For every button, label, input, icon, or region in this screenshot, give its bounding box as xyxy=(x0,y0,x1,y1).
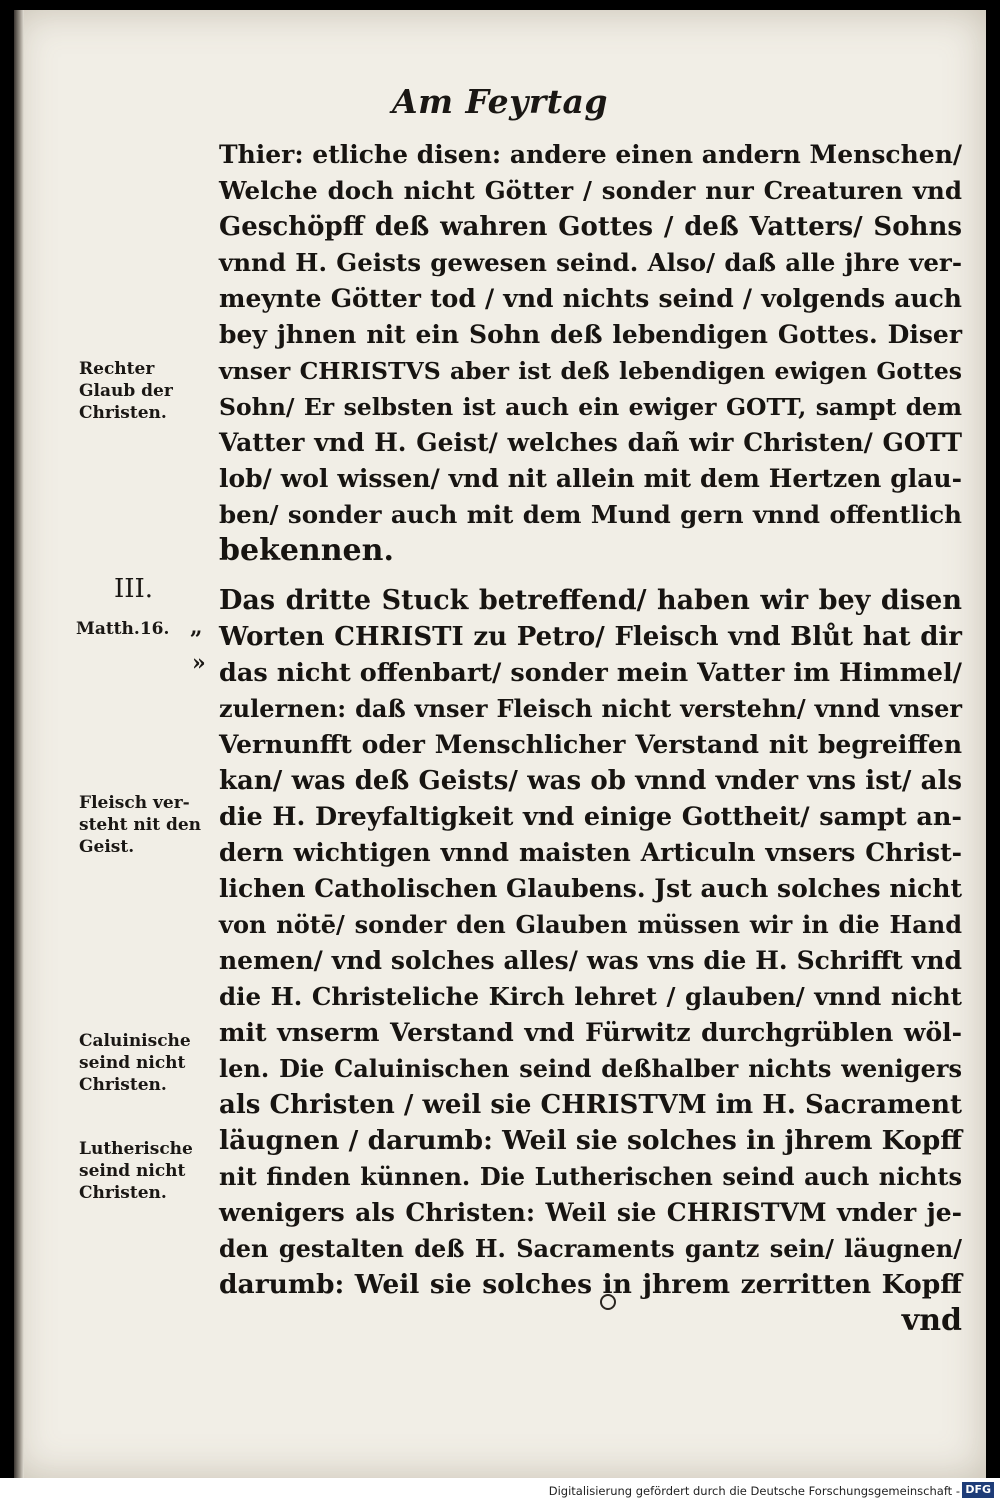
text-line: len. Die Caluinischen seind deßhalber nichts wenigers xyxy=(219,1054,962,1083)
text-line: bekennen. xyxy=(219,533,394,568)
text-line: Das dritte Stuck betreffend/ haben wir bey disen xyxy=(219,585,962,616)
text-line: Vatter vnd H. Geist/ welches dañ wir Christen/ GOTT xyxy=(219,428,962,457)
funding-credit: Digitalisierung gefördert durch die Deutsche Forschungsgemeinschaft - xyxy=(548,1484,960,1498)
text-line: das nicht offenbart/ sonder mein Vatter im Himmel/ xyxy=(219,658,962,688)
text-line: die H. Christeliche Kirch lehret / glauben/ vnnd nicht xyxy=(219,982,962,1011)
margin-section-number: III. xyxy=(114,574,154,604)
text-line: ben/ sonder auch mit dem Mund gern vnnd offentlich xyxy=(219,500,962,529)
text-line: meynte Götter tod / vnd nichts seind / volgends auch xyxy=(219,284,962,313)
catchword: vnd xyxy=(901,1303,962,1338)
text-line: mit vnserm Verstand vnd Fürwitz durchgrüblen wöl- xyxy=(219,1018,962,1047)
quote-mark: „ xyxy=(190,614,203,640)
ornament-icon xyxy=(600,1294,616,1310)
text-line: lob/ wol wissen/ vnd nit allein mit dem Hertzen glau- xyxy=(219,464,962,493)
margin-note-caluinische: Caluinische seind nicht Christen. xyxy=(79,1031,191,1095)
footer-bar xyxy=(0,1478,1000,1504)
text-line: Sohn/ Er selbsten ist auch ein ewiger GOTT, sampt dem xyxy=(219,393,962,421)
text-line: darumb: Weil sie solches in jhrem zerritten Kopff xyxy=(219,1269,962,1300)
running-head: Am Feyrtag xyxy=(392,82,608,121)
text-line: von nötē/ sonder den Glauben müssen wir in die Hand xyxy=(219,910,962,939)
margin-note-fleisch: Fleisch ver- steht nit den Geist. xyxy=(79,793,202,857)
page-edge xyxy=(14,10,24,1478)
margin-note-matthew-reference: Matth.16. xyxy=(76,619,170,639)
text-line: Welche doch nicht Götter / sonder nur Creaturen vnd xyxy=(219,176,962,205)
text-line: lichen Catholischen Glaubens. Jst auch solches nicht xyxy=(219,874,962,903)
margin-note-rechter-glaub: Rechter Glaub der Christen. xyxy=(79,359,173,423)
margin-note-lutherische: Lutherische seind nicht Christen. xyxy=(79,1139,193,1203)
text-line: Vernunfft oder Menschlicher Verstand nit begreiffen xyxy=(219,730,962,759)
text-line: bey jhnen nit ein Sohn deß lebendigen Gottes. Diser xyxy=(219,320,962,349)
text-line: kan/ was deß Geists/ was ob vnnd vnder vns ist/ als xyxy=(219,766,962,796)
text-line: nemen/ vnd solches alles/ was vns die H. Schrifft vnd xyxy=(219,946,962,975)
quote-mark: » xyxy=(192,650,206,676)
text-line: nit finden künnen. Die Lutherischen seind auch nichts xyxy=(219,1162,962,1191)
dfg-logo-icon: DFG xyxy=(962,1482,994,1498)
text-line: Worten CHRISTI zu Petro/ Fleisch vnd Blůt hat dir xyxy=(219,622,962,652)
text-line: den gestalten deß H. Sacraments gantz sein/ läugnen/ xyxy=(219,1234,962,1263)
text-line: wenigers als Christen: Weil sie CHRISTVM vnder je- xyxy=(219,1198,962,1227)
text-line: Thier: etliche disen: andere einen andern Menschen/ xyxy=(219,140,962,169)
text-line: dern wichtigen vnnd maisten Articuln vnsers Christ- xyxy=(219,838,962,867)
text-line: die H. Dreyfaltigkeit vnd einige Gottheit/ sampt an- xyxy=(219,802,962,832)
scanned-page xyxy=(14,10,986,1478)
text-line: vnser CHRISTVS aber ist deß lebendigen ewigen Gottes xyxy=(219,357,962,385)
text-line: zulernen: daß vnser Fleisch nicht verstehn/ vnnd vnser xyxy=(219,694,962,723)
text-line: läugnen / darumb: Weil sie solches in jhrem Kopff xyxy=(219,1125,962,1156)
text-line: vnnd H. Geists gewesen seind. Also/ daß alle jhre ver- xyxy=(219,248,962,277)
text-line: als Christen / weil sie CHRISTVM im H. Sacrament xyxy=(219,1090,962,1120)
text-line: Geschöpff deß wahren Gottes / deß Vatters/ Sohns xyxy=(219,212,962,242)
